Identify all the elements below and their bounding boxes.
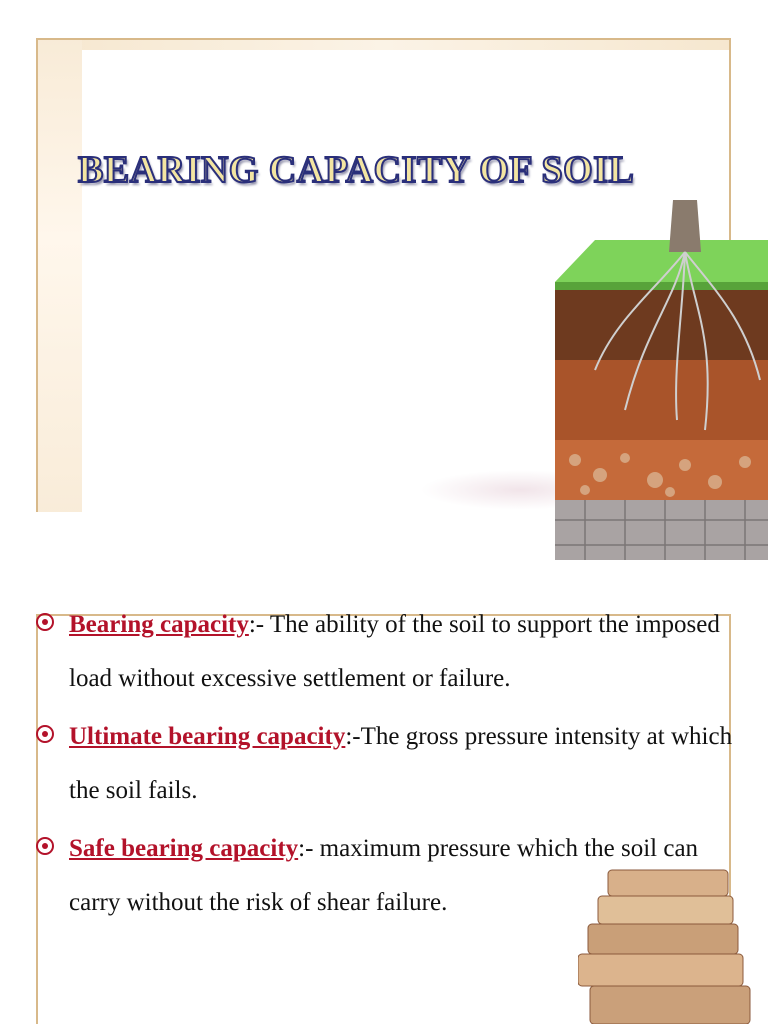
term-ultimate-bearing-capacity: Ultimate bearing capacity: [69, 723, 346, 750]
book-stack-icon: [578, 862, 768, 1024]
bullet-icon: [36, 613, 54, 631]
term-safe-bearing-capacity: Safe bearing capacity: [69, 835, 299, 862]
definition-text: :- maximum pressure which the soil can carry without the risk of shear failure.: [69, 835, 699, 916]
bullet-icon: [36, 725, 54, 743]
soil-profile-icon: [555, 190, 768, 575]
slide-title: BEARING CAPACITY OF SOIL: [78, 149, 635, 191]
definition-text: :-The gross pressure intensity at which the soil fails.: [69, 723, 733, 804]
bullet-bearing-capacity: [36, 598, 736, 706]
term-bearing-capacity: Bearing capacity: [69, 611, 249, 638]
bullet-icon: [36, 837, 54, 855]
bullet-ultimate-bearing-capacity: [36, 710, 736, 818]
definition-text: :- The ability of the soil to support the imposed load without excessive settlement or failure.: [69, 611, 720, 692]
